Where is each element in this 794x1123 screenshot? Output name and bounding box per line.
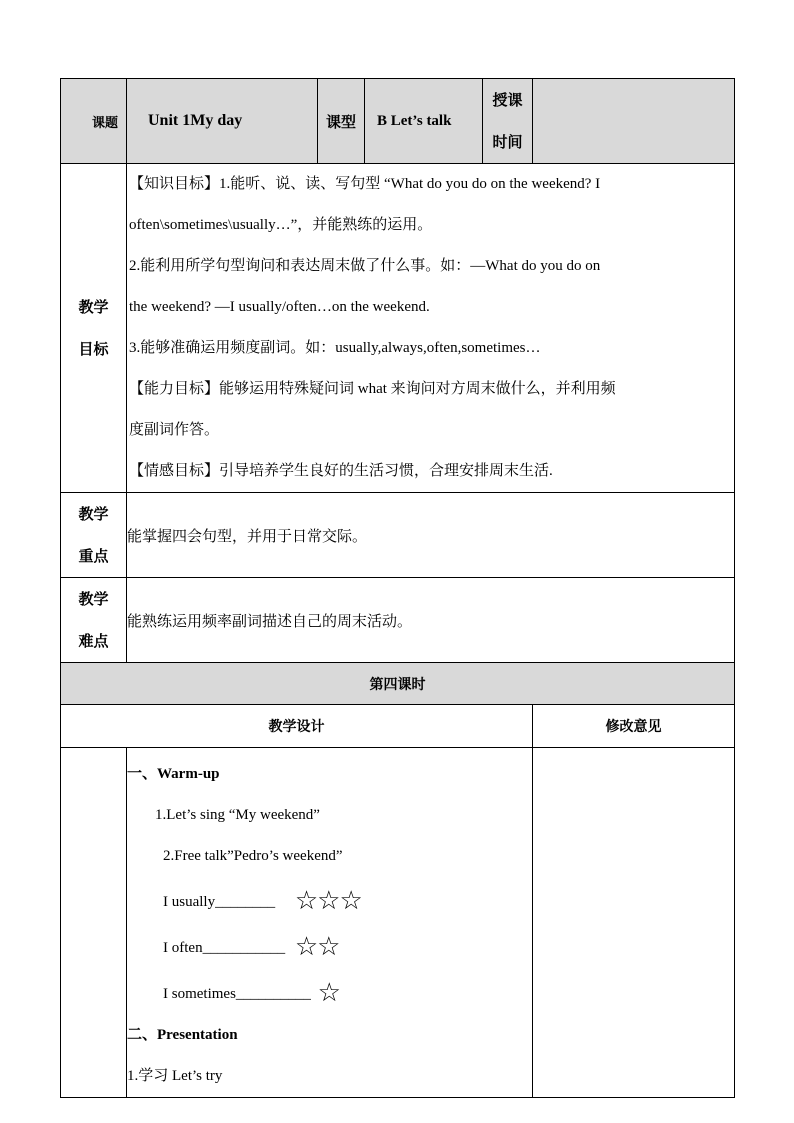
objective-line: 【知识目标】1.能听、说、读、写句型 “What do you do on the weekend? I (129, 176, 601, 192)
difficulties-label-line-2: 难点 (78, 632, 109, 650)
key-points-label-line-2: 重点 (78, 547, 109, 565)
time-label-line-2: 时间 (492, 133, 523, 151)
warmup-item-2: 2.Free talk”Pedro’s weekend” (163, 848, 343, 864)
two-stars-icon: ☆☆ (294, 932, 340, 961)
objective-line: 【能力目标】能够运用特殊疑问词 what 来询问对方周末做什么，并利用频 (129, 381, 616, 397)
objective-line: 2.能利用所学句型询问和表达周末做了什么事。如：—What do you do on (129, 258, 601, 274)
lets-try-item: 1.学习 Let’s try (127, 1068, 223, 1084)
warmup-item-1: 1.Let’s sing “My weekend” (155, 807, 320, 823)
objective-line: 【情感目标】引导培养学生良好的生活习惯，合理安排周末生活. (129, 463, 553, 479)
time-label (483, 79, 533, 164)
revision-content (533, 748, 735, 1098)
objectives-label-line-2: 目标 (78, 340, 109, 358)
key-points-label (61, 493, 127, 578)
type-value: B Let’s talk (365, 79, 483, 164)
presentation-title: 二、Presentation (127, 1027, 238, 1043)
key-points-row (61, 493, 735, 578)
three-stars-icon: ☆☆☆ (294, 886, 362, 915)
objective-line: 度副词作答。 (129, 422, 220, 438)
lesson-period: 第四课时 (61, 663, 735, 705)
objectives-content (127, 164, 735, 493)
objectives-label (61, 164, 127, 493)
objectives-label-line-1: 教学 (78, 298, 109, 316)
often-line (127, 923, 532, 969)
type-label: 课型 (318, 79, 365, 164)
objective-line: often\sometimes\usually…”，并能熟练的运用。 (129, 217, 433, 233)
warmup-title: 一、Warm-up (127, 766, 220, 782)
revision-header: 修改意见 (533, 705, 735, 748)
design-content-row (61, 748, 735, 1098)
difficulties-label (61, 578, 127, 663)
design-margin-cell (61, 748, 127, 1098)
objective-line: 3.能够准确运用频度副词。如：usually,always,often,sometimes… (129, 340, 541, 356)
objective-line: the weekend? —I usually/often…on the weekend. (129, 299, 430, 315)
often-text: I often___________ (163, 940, 286, 956)
topic-value: Unit 1My day (127, 79, 318, 164)
sometimes-line (127, 969, 532, 1015)
difficulties-text: 能熟练运用频率副词描述自己的周末活动。 (127, 578, 735, 663)
design-header-row (61, 705, 735, 748)
key-points-text: 能掌握四会句型，并用于日常交际。 (127, 493, 735, 578)
design-content (127, 748, 533, 1098)
time-label-line-1: 授课 (492, 91, 523, 109)
difficulties-row (61, 578, 735, 663)
lesson-period-row (61, 663, 735, 705)
header-row (61, 79, 735, 164)
design-header: 教学设计 (61, 705, 533, 748)
usually-text: I usually________ (163, 894, 276, 910)
sometimes-text: I sometimes__________ (163, 986, 311, 1002)
lesson-plan-table (60, 78, 735, 1098)
key-points-label-line-1: 教学 (78, 505, 109, 523)
difficulties-label-line-1: 教学 (78, 590, 109, 608)
objectives-row (61, 164, 735, 493)
topic-label: 课题 (61, 79, 127, 164)
usually-line (127, 877, 532, 923)
one-star-icon: ☆ (317, 978, 340, 1007)
time-value (533, 79, 735, 164)
